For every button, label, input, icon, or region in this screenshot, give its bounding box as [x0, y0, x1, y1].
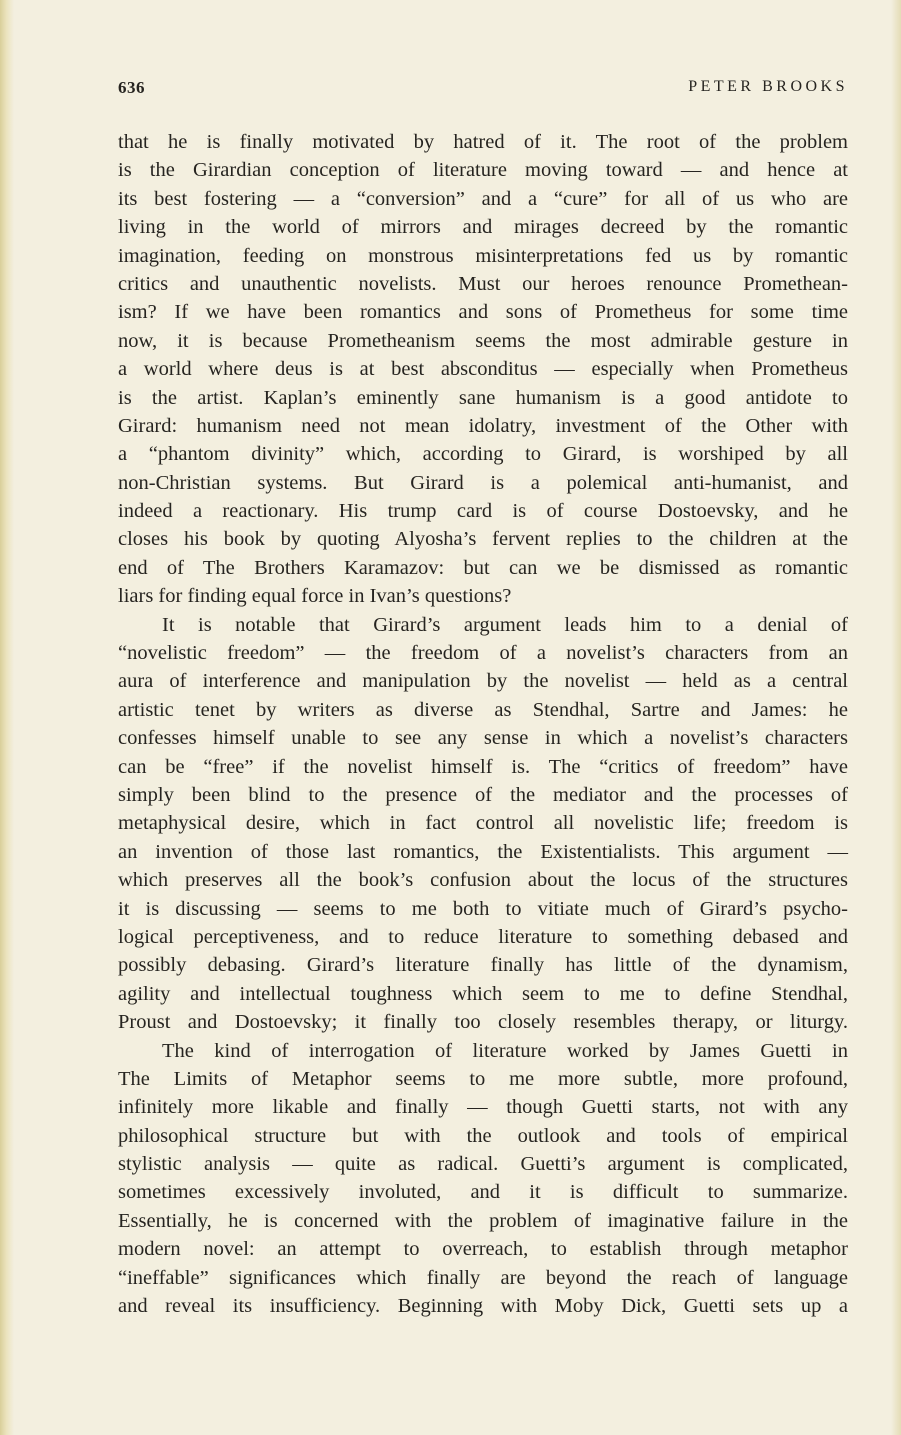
text-line: now, it is because Prometheanism seems the most admirable gesture in: [118, 329, 848, 352]
text-line: closes his book by quoting Alyosha’s fervent replies to the children at the: [118, 528, 848, 551]
text-line: logical perceptiveness, and to reduce literature to something debased and: [118, 925, 848, 948]
text-line: ism? If we have been romantics and sons of Prometheus for some time: [118, 301, 848, 324]
text-line: and reveal its insufficiency. Beginning with Moby Dick, Guetti sets up a: [118, 1295, 848, 1318]
text-line: Girard: humanism need not mean idolatry, investment of the Other with: [118, 414, 848, 437]
text-line: philosophical structure but with the outlook and tools of empirical: [118, 1124, 848, 1147]
text-line: artistic tenet by writers as diverse as Stendhal, Sartre and James: he: [118, 698, 848, 721]
paragraph-last-line: liars for finding equal force in Ivan’s questions?: [118, 585, 512, 608]
page-header: [118, 78, 848, 102]
text-line: imagination, feeding on monstrous misinterpretations fed us by romantic: [118, 244, 848, 267]
text-line: end of The Brothers Karamazov: but can we be dismissed as romantic: [118, 556, 848, 579]
text-line: indeed a reactionary. His trump card is of course Dostoevsky, and he: [118, 500, 848, 523]
text-line: living in the world of mirrors and mirages decreed by the romantic: [118, 216, 848, 239]
text-line: modern novel: an attempt to overreach, to establish through metaphor: [118, 1238, 848, 1261]
text-line: The Limits of Metaphor seems to me more subtle, more profound,: [118, 1067, 848, 1090]
text-line: a “phantom divinity” which, according to Girard, is worshiped by all: [118, 443, 848, 466]
text-line: an invention of those last romantics, the Existentialists. This argument —: [118, 840, 848, 863]
text-line: stylistic analysis — quite as radical. Guetti’s argument is complicated,: [118, 1153, 848, 1176]
text-line: non-Christian systems. But Girard is a polemical anti-humanist, and: [118, 471, 848, 494]
body-text: [118, 128, 848, 1320]
paragraph-first-line: The kind of interrogation of literature worked by James Guetti in: [162, 1039, 848, 1062]
paragraph-first-line: It is notable that Girard’s argument leads him to a denial of: [162, 613, 848, 636]
text-line: is the Girardian conception of literature moving toward — and hence at: [118, 159, 848, 182]
text-line: Essentially, he is concerned with the problem of imaginative failure in the: [118, 1209, 848, 1232]
text-line: which preserves all the book’s confusion about the locus of the structures: [118, 869, 848, 892]
text-line: metaphysical desire, which in fact control all novelistic life; freedom is: [118, 812, 848, 835]
text-line: possibly debasing. Girard’s literature finally has little of the dynamism,: [118, 954, 848, 977]
text-line: agility and intellectual toughness which seem to me to define Stendhal,: [118, 982, 848, 1005]
text-line: Proust and Dostoevsky; it finally too closely resembles therapy, or liturgy.: [118, 1011, 848, 1034]
page-edge-shadow: [891, 0, 901, 1435]
text-line: aura of interference and manipulation by the novelist — held as a central: [118, 670, 848, 693]
text-line: confesses himself unable to see any sense in which a novelist’s characters: [118, 727, 848, 750]
text-line: infinitely more likable and finally — though Guetti starts, not with any: [118, 1096, 848, 1119]
text-line: can be “free” if the novelist himself is. The “critics of freedom” have: [118, 755, 848, 778]
text-line: critics and unauthentic novelists. Must our heroes renounce Promethean-: [118, 272, 848, 295]
text-line: sometimes excessively involuted, and it is difficult to summarize.: [118, 1181, 848, 1204]
text-line: a world where deus is at best absconditus — especially when Prometheus: [118, 358, 848, 381]
page-number: 636: [118, 78, 145, 97]
page-gutter-shadow: [0, 0, 14, 1435]
text-line: simply been blind to the presence of the mediator and the processes of: [118, 783, 848, 806]
running-head: PETER BROOKS: [688, 78, 848, 95]
text-line: that he is finally motivated by hatred of it. The root of the problem: [118, 131, 848, 153]
text-line: “ineffable” significances which finally are beyond the reach of language: [118, 1266, 848, 1289]
text-line: is the artist. Kaplan’s eminently sane humanism is a good antidote to: [118, 386, 848, 409]
text-line: it is discussing — seems to me both to vitiate much of Girard’s psycho-: [118, 897, 848, 920]
text-line: “novelistic freedom” — the freedom of a novelist’s characters from an: [118, 642, 848, 665]
text-line: its best fostering — a “conversion” and a “cure” for all of us who are: [118, 187, 848, 210]
